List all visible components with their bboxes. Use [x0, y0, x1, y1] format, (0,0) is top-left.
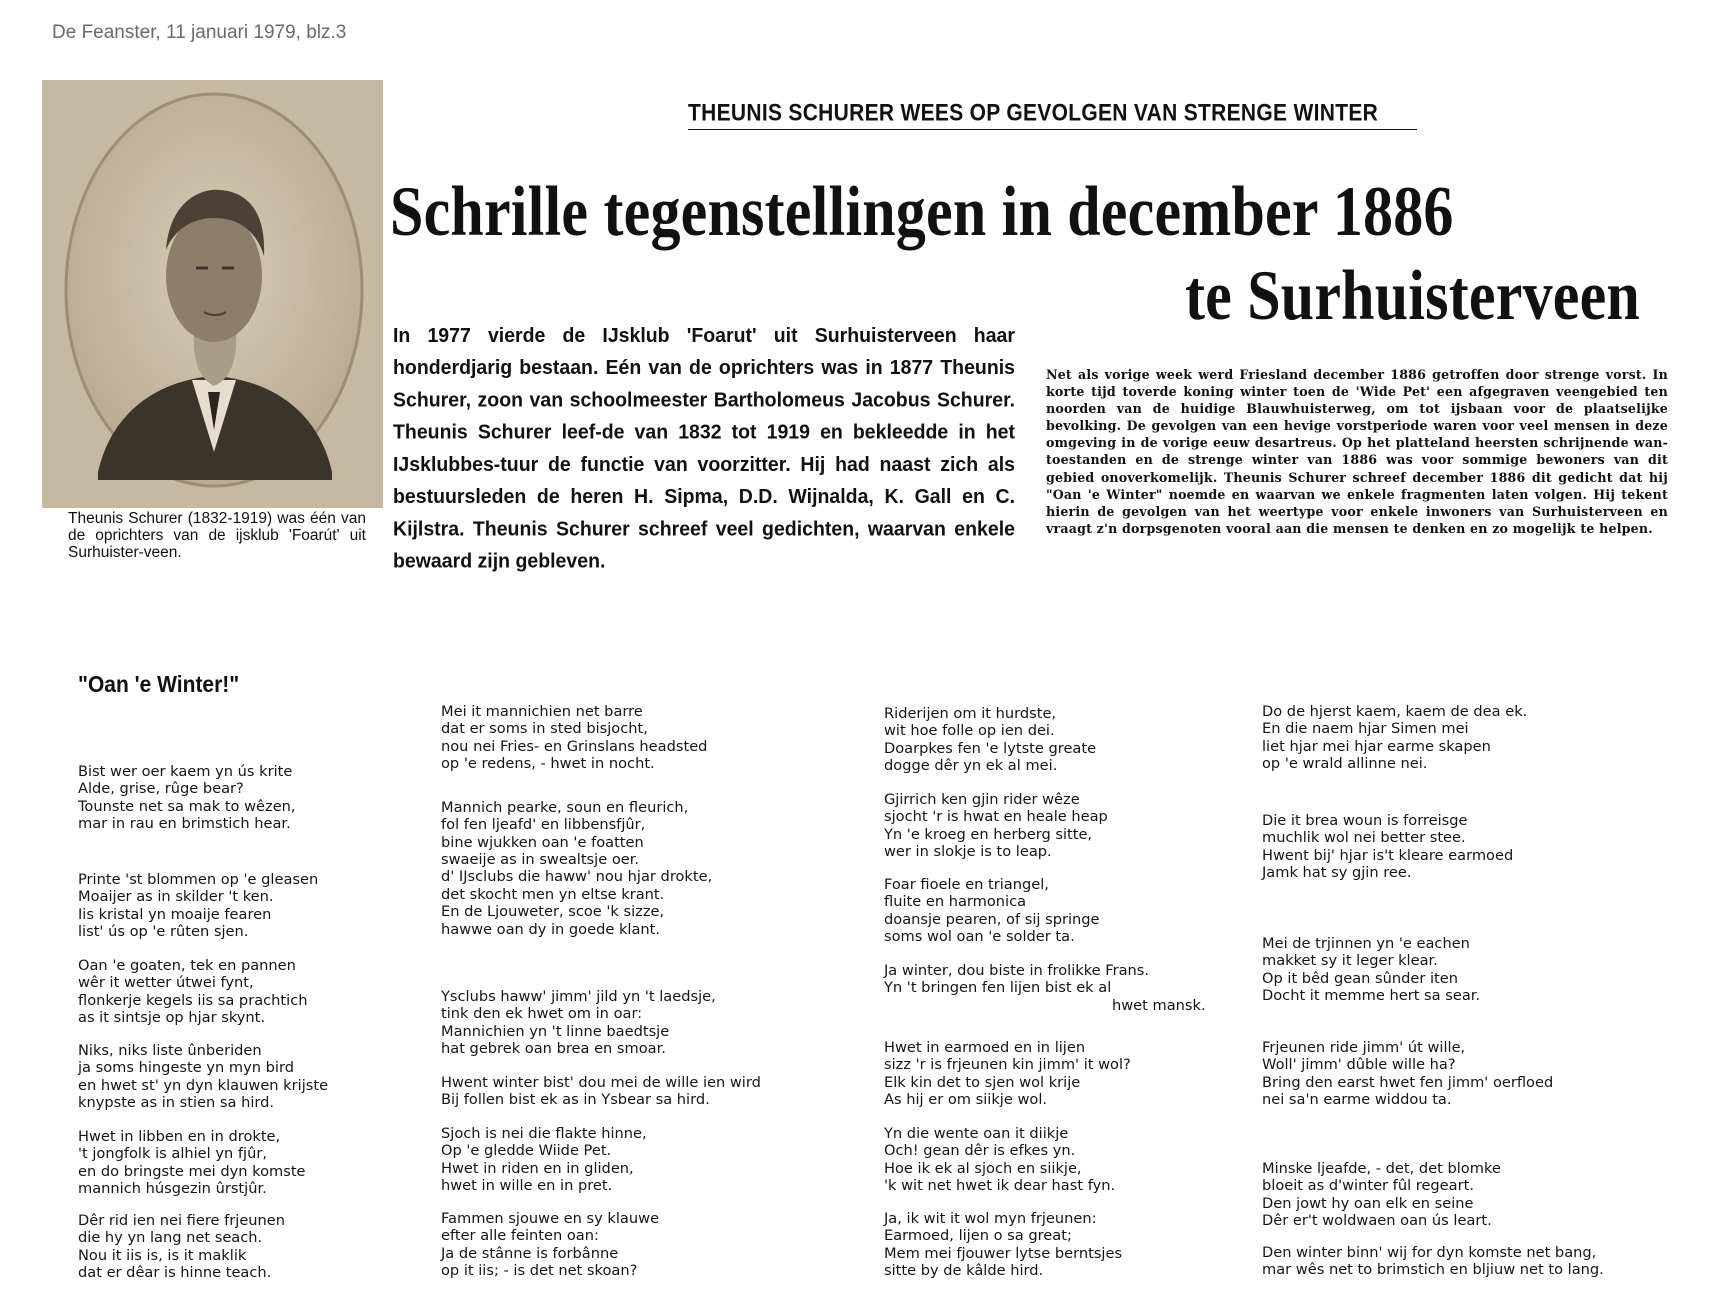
poem-line: bloeit as d'winter fûl regeart.: [1262, 1177, 1474, 1195]
poem-line: hat gebrek oan brea en smoar.: [441, 1040, 666, 1058]
poem-line: Ja de stânne is forbânne: [441, 1244, 619, 1262]
poem-line: Nou it iis is, is it maklik: [78, 1246, 247, 1264]
poem-line: hwet mansk.: [1112, 996, 1206, 1014]
poem-line: en do bringste mei dyn komste: [78, 1162, 306, 1180]
poem-line: bine wjukken oan 'e foatten: [441, 833, 644, 851]
poem-line: ja soms hingeste yn myn bird: [78, 1059, 294, 1077]
portrait-photo-icon: [42, 80, 383, 508]
poem-line: makket sy it leger klear.: [1262, 952, 1438, 970]
poem-line: Mei it mannichien net barre: [441, 702, 643, 720]
poem-line: dat er soms in sted bisjocht,: [441, 720, 648, 738]
poem-line: Op it bêd gean sûnder iten: [1262, 969, 1459, 987]
poem-stanza: [441, 1175, 659, 1297]
poem-line: op it iis; - is det net skoan?: [441, 1262, 638, 1280]
poem-line: Dêr rid ien nei fiere frjeunen: [78, 1211, 286, 1229]
source-line: De Feanster, 11 januari 1979, blz.3: [52, 22, 347, 43]
poem-line: Oan 'e goaten, tek en pannen: [78, 956, 296, 974]
poem-line: mannich húsgezin ûrstjûr.: [78, 1180, 267, 1198]
poem-line: As hij er om siikje wol.: [884, 1091, 1048, 1109]
poem-line: Dêr er't woldwaen oan ús leart.: [1262, 1212, 1492, 1230]
poem-line: Yn 'e kroeg en herberg sitte,: [884, 825, 1093, 843]
poem-line: Bring den earst hwet fen jimm' oerfloed: [1262, 1073, 1554, 1091]
poem-line: Foar fioele en triangel,: [884, 875, 1049, 893]
poem-stanza: [884, 1175, 1122, 1297]
poem-line: Jamk hat sy gjin ree.: [1262, 864, 1412, 882]
photo-caption: Theunis Schurer (1832-1919) was één van de oprichters van de ijsklub 'Foarút' uit Surhuister-veen.: [68, 510, 366, 561]
poem-line: Den jowt hy oan elk en seine: [1262, 1194, 1474, 1212]
poem-line: 't jongfolk is alhiel yn fjûr,: [78, 1145, 267, 1163]
poem-line: Ysclubs haww' jimm' jild yn 't laedsje,: [441, 987, 716, 1005]
poem-line: die hy yn lang net seach.: [78, 1229, 263, 1247]
poem-line: Bist wer oer kaem yn ús krite: [78, 762, 293, 780]
intro-paragraph: In 1977 vierde de IJsklub 'Foarut' uit Surhuisterveen haar honderdjarig bestaan. Eén van de oprichters was in 1877 Theunis Schurer, zoon van schoolmeester Bartholomeus Jacobus Schurer. Theunis Schurer leef-de van 1832 tot 1919 en bekleedde in het IJsklubbes-tuur de functie van voorzitter. Hij had naast zich als bestuursleden de heren H. Sipma, D.D. Wijnalda, K. Gall en C. Kijlstra. Theunis Schurer schreef veel gedichten, waarvan enkele bewaard zijn gebleven.: [393, 324, 1015, 573]
poem-line: fol fen ljeafd' en libbensfjûr,: [441, 816, 646, 834]
headline-line-2: te Surhuisterveen: [1184, 256, 1640, 335]
poem-line: Ja winter, dou biste in frolikke Frans.: [884, 961, 1150, 979]
poem-stanza: [1262, 668, 1527, 790]
poem-line: Printe 'st blommen op 'e gleasen: [78, 870, 319, 888]
poem-line: En de Ljouweter, scoe 'k sizze,: [441, 903, 665, 921]
poem-line: flonkerje kegels iis sa prachtich: [78, 991, 308, 1009]
kicker-underline: [688, 129, 1417, 130]
poem-line: wer in slokje is to leap.: [884, 843, 1052, 861]
poem-line: Doarpkes fen 'e lytste greate: [884, 739, 1097, 757]
poem-line: wit hoe folle op ien dei.: [884, 722, 1055, 740]
headline-line-1: Schrille tegenstellingen in december 1886: [390, 172, 1454, 251]
poem-line: nou nei Fries- en Grinslans headsted: [441, 737, 708, 755]
poem-line: 'k wit net hwet ik dear hast fyn.: [884, 1177, 1116, 1195]
poem-line: op 'e wrald allinne nei.: [1262, 755, 1428, 773]
poem-line: Och! gean dêr is efkes yn.: [884, 1142, 1076, 1160]
poem-line: Iis kristal yn moaije fearen: [78, 905, 272, 923]
poem-line: Alde, grise, rûge bear?: [78, 780, 244, 798]
poem-line: Gjirrich ken gjin rider wêze: [884, 790, 1080, 808]
poem-line: wêr it wetter útwei fynt,: [78, 974, 254, 992]
poem-line: hwet in wille en in pret.: [441, 1177, 613, 1195]
poem-line: Hwent bij' hjar is't kleare earmoed: [1262, 846, 1514, 864]
poem-line: muchlik wol nei better stee.: [1262, 829, 1466, 847]
poem-line: Earmoed, lijen o sa great;: [884, 1227, 1072, 1245]
poem-line: Docht it memme hert sa sear.: [1262, 987, 1481, 1005]
poem-line: Bij follen bist ek as in Ysbear sa hird.: [441, 1091, 710, 1109]
poem-line: Do de hjerst kaem, kaem de dea ek.: [1262, 702, 1528, 720]
poem-stanza: [1262, 1209, 1604, 1296]
poem-line: doansje pearen, of sij springe: [884, 910, 1100, 928]
poem-line: Yn die wente oan it diikje: [884, 1124, 1069, 1142]
poem-line: liet hjar mei hjar earme skapen: [1262, 737, 1491, 755]
poem-line: Mannichien yn 't linne baedtsje: [441, 1022, 670, 1040]
poem-line: Hoe ik ek al sjoch en siikje,: [884, 1159, 1082, 1177]
poem-line: Moaijer as in skilder 't ken.: [78, 888, 274, 906]
poem-line: Riderijen om it hurdste,: [884, 704, 1057, 722]
poem-line: knypste as in stien sa hird.: [78, 1094, 275, 1112]
poem-line: soms wol oan 'e solder ta.: [884, 928, 1075, 946]
sidebar-paragraph: Net als vorige week werd Friesland december 1886 getroffen door strenge vorst. In korte tijd toverde koning winter toen de 'Wide Pet' een afgegraven veengebied ten noorden van de huidige Blauwhuisterweg, om tot ijsbaan voor de plaatselijke bevolking. De gevolgen van een hevige vorstperiode waren voor veel mensen in deze omgeving in de vorige eeuw desartreus. Op het platteland heersten schrijnende wan-toestanden en de strenge winter van 1886 was voor sommige bewoners van dit gebied onoverkomelijk. Theunis Schurer schreef december 1886 dit gedicht dat hij "Oan 'e Winter" noemde en waarvan we enkele fragmenten laten volgen. Hij tekent hierin de gevolgen van het weertype voor enkele inwoners van Surhuisterveen en vraagt z'n dorpsgenoten vooral aan die mensen te denken en zo mogelijk te helpen.: [1046, 367, 1668, 536]
poem-line: swaeije as in swealtsje oer.: [441, 851, 640, 869]
poem-line: Mannich pearke, soun en fleurich,: [441, 798, 689, 816]
poem-line: Elk kin det to sjen wol krije: [884, 1073, 1081, 1091]
poem-line: Ja, ik wit it wol myn frjeunen:: [884, 1209, 1097, 1227]
poem-line: Mem mei fjouwer lytse berntsjes: [884, 1244, 1123, 1262]
poem-line: mar wês net to brimstich en bljiuw net to lang.: [1262, 1261, 1604, 1279]
poem-line: dat er dêar is hinne teach.: [78, 1264, 272, 1282]
poem-stanza: [1262, 1004, 1553, 1126]
poem-line: Fammen sjouwe en sy klauwe: [441, 1209, 660, 1227]
poem-line: Mei de trjinnen yn 'e eachen: [1262, 934, 1470, 952]
poem-line: Hwet in riden en in gliden,: [441, 1159, 634, 1177]
poem-line: Op 'e gledde Wiide Pet.: [441, 1142, 612, 1160]
poem-line: En die naem hjar Simen mei: [1262, 720, 1469, 738]
poem-line: en hwet st' yn dyn klauwen krijste: [78, 1076, 329, 1094]
poem-line: mar in rau en brimstich hear.: [78, 815, 291, 833]
poem-line: tink den ek hwet om in oar:: [441, 1005, 643, 1023]
poem-line: d' IJsclubs die haww' nou hjar drokte,: [441, 868, 713, 886]
poem-line: sjocht 'r is hwat en heale heap: [884, 808, 1108, 826]
poem-line: sizz 'r is frjeunen kin jimm' it wol?: [884, 1056, 1131, 1074]
poem-line: as it sintsje op hjar skynt.: [78, 1009, 266, 1027]
poem-line: nei sa'n earme widdou ta.: [1262, 1091, 1452, 1109]
poem-line: efter alle feinten oan:: [441, 1227, 599, 1245]
poem-line: list' ús op 'e rûten sjen.: [78, 923, 249, 941]
poem-title: "Oan 'e Winter!": [78, 672, 240, 698]
poem-line: Den winter binn' wij for dyn komste net bang,: [1262, 1243, 1597, 1261]
poem-stanza: [441, 764, 712, 955]
poem-line: Sjoch is nei die flakte hinne,: [441, 1124, 647, 1142]
poem-stanza: [1262, 777, 1513, 899]
poem-line: hawwe oan dy in goede klant.: [441, 920, 661, 938]
poem-line: dogge dêr yn ek al mei.: [884, 757, 1058, 775]
kicker-headline: THEUNIS SCHURER WEES OP GEVOLGEN VAN STRENGE WINTER: [688, 100, 1379, 127]
poem-line: Niks, niks liste ûnberiden: [78, 1041, 262, 1059]
poem-line: det skocht men yn eltse krant.: [441, 885, 665, 903]
poem-line: Minske ljeafde, - det, det blomke: [1262, 1159, 1501, 1177]
poem-line: Frjeunen ride jimm' út wille,: [1262, 1038, 1466, 1056]
poem-line: Hwet in earmoed en in lijen: [884, 1038, 1086, 1056]
poem-stanza: [78, 1177, 285, 1299]
poem-line: op 'e redens, - hwet in nocht.: [441, 755, 655, 773]
poem-line: Hwet in libben en in drokte,: [78, 1127, 281, 1145]
poem-stanza: [78, 728, 296, 850]
poem-line: fluite en harmonica: [884, 893, 1027, 911]
poem-line: Die it brea woun is forreisge: [1262, 811, 1468, 829]
poem-line: Woll' jimm' dûble wille ha?: [1262, 1056, 1456, 1074]
poem-line: sitte by de kâlde hird.: [884, 1262, 1044, 1280]
poem-line: Tounste net sa mak to wêzen,: [78, 797, 296, 815]
poem-line: Hwent winter bist' dou mei de wille ien wird: [441, 1073, 761, 1091]
poem-line: Yn 't bringen fen lijen bist ek al: [884, 979, 1112, 997]
